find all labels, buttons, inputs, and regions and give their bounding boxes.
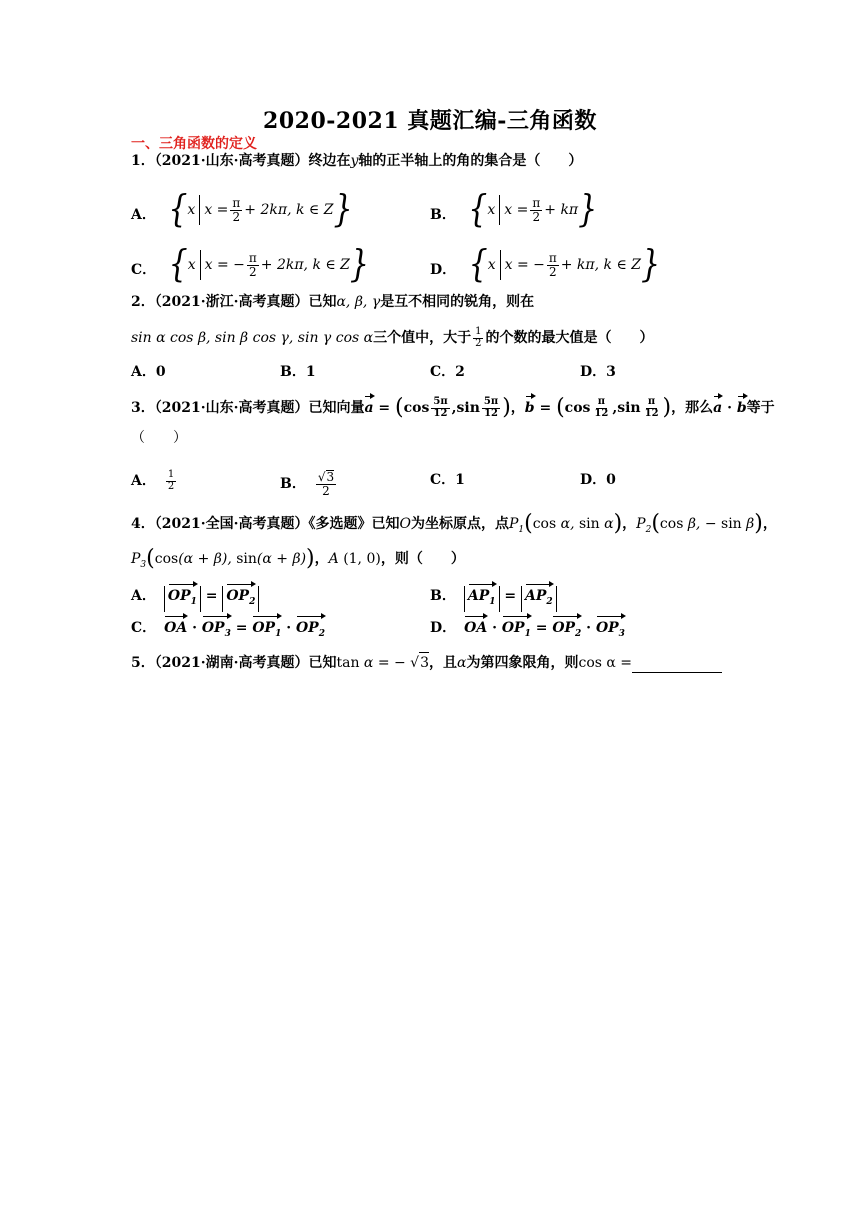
question-3-option-a[interactable]: A． $\frac{1}{2}$ xyxy=(131,469,175,492)
point-p2: $P_2(\cos$ β, − sin β) xyxy=(636,511,763,536)
set-expression: { x x = − $\frac{\pi}{2}$ + kπ, k ∈ Z } xyxy=(468,242,661,287)
cos-expression: cos α = xyxy=(578,655,633,671)
question-4-option-b[interactable]: B． $AP_1 = AP_2$ xyxy=(430,586,557,612)
question-3-option-c[interactable]: C．1 xyxy=(430,472,465,488)
question-4-option-d[interactable]: D． OA · $OP_1 = OP_2 \cdot OP_3$ xyxy=(430,618,625,644)
set-expression: { x x = $\frac{\pi}{2}$ + 2kπ, k ∈ Z } xyxy=(168,187,353,232)
answer-blank[interactable] xyxy=(632,656,722,673)
question-2-option-b[interactable]: B．1 xyxy=(280,364,316,380)
question-1-option-d[interactable]: D． { x x = − $\frac{\pi}{2}$ + kπ, k ∈ Z } xyxy=(430,242,661,287)
tan-expression: tan α = − √3 xyxy=(336,655,429,671)
set-expression: { x x = − $\frac{\pi}{2}$ + 2kπ, k ∈ Z } xyxy=(168,242,370,287)
question-2-option-a[interactable]: A．0 xyxy=(131,364,166,380)
question-4-option-a[interactable]: A． $OP_1 = OP_2$ xyxy=(131,586,259,612)
vector-a-definition: a = (cos $\frac{5\pi}{12}$ ,sin $\frac{5\pi}{12}$ )，b = (cos $\frac{\pi}{12}$ ,sin $\frac{\pi}{12}$ ) xyxy=(364,395,672,420)
page-title: 2020-2021 真题汇编-三角函数 xyxy=(263,108,597,134)
question-4-option-c[interactable]: C． OA · $OP_3 = OP_1 \cdot OP_2$ xyxy=(131,618,325,644)
point-p3: $P_3(\cos(\alpha + \beta)$, sin(α + β)) xyxy=(131,546,315,571)
question-2-stem-cont: sin α cos β, sin β cos γ, sin γ cos α三个值中，大于 $\frac{1}{2}$ 的个数的最大值是（ ） xyxy=(131,326,654,349)
section-heading: 一、三角函数的定义 xyxy=(131,136,257,152)
question-3-option-b[interactable]: B． $\frac{√3}{2}$ xyxy=(280,470,335,498)
point-p1: $P_1(\cos$ α, sin α) xyxy=(508,511,623,536)
dot-product: a · b xyxy=(713,400,747,416)
question-3-paren: （ ） xyxy=(131,430,187,446)
question-1-option-c[interactable]: C． { x x = − $\frac{\pi}{2}$ + 2kπ, k ∈ Z } xyxy=(131,242,370,287)
question-1-option-a[interactable]: A． { x x = $\frac{\pi}{2}$ + 2kπ, k ∈ Z } xyxy=(131,187,353,232)
question-5-stem: 5．（2021·湖南·高考真题）已知tan α = − √3，且α为第四象限角，则cos α = xyxy=(131,652,722,673)
set-expression: { x x = $\frac{\pi}{2}$ + kπ } xyxy=(468,187,598,232)
question-3-option-d[interactable]: D．0 xyxy=(580,472,616,488)
question-2-stem: 2．（2021·浙江·高考真题）已知α, β, γ是互不相同的锐角，则在 xyxy=(131,294,535,310)
point-a: A (1, 0) xyxy=(328,551,381,567)
question-2-option-d[interactable]: D．3 xyxy=(580,364,616,380)
fraction-one-half: $\frac{1}{2}$ xyxy=(475,326,482,349)
question-1-stem: 1．（2021·山东·高考真题）终边在y轴的正半轴上的角的集合是（ ） xyxy=(131,153,583,169)
question-2-option-c[interactable]: C．2 xyxy=(430,364,465,380)
question-4-stem-cont: $P_3(\cos(\alpha + \beta)$, sin(α + β))，A (1, 0)，则（ ） xyxy=(131,546,465,571)
question-1-option-b[interactable]: B． { x x = $\frac{\pi}{2}$ + kπ } xyxy=(430,187,598,232)
question-3-stem: 3．（2021·山东·高考真题）已知向量a = (cos $\frac{5\pi}{12}$ ,sin $\frac{5\pi}{12}$ )，b = (cos $\frac{\pi}{12}$ ,sin $\frac{\pi}{12}$ )，那么a · b等于 xyxy=(131,395,775,420)
question-4-stem: 4．（2021·全国·高考真题）《多选题》已知O为坐标原点，点$P_1(\cos$ α, sin α)，$P_2(\cos$ β, − sin β)， xyxy=(131,511,777,536)
